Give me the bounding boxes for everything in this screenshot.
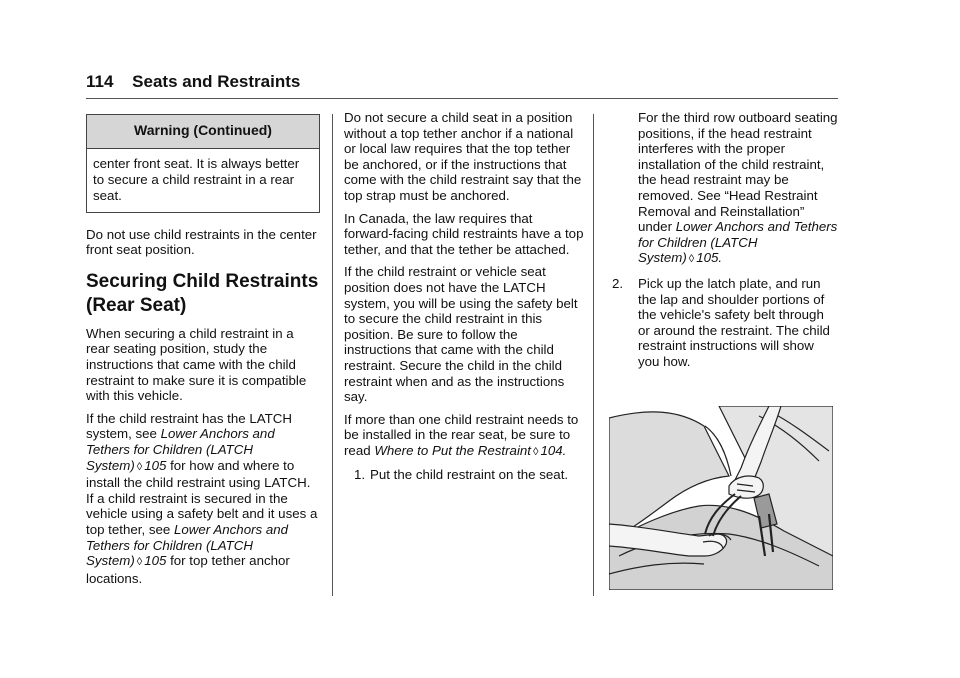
column-2	[344, 110, 584, 491]
warning-title: Warning (Continued)	[87, 115, 319, 149]
paragraph: Do not secure a child seat in a position without a top tether anchor if a national or local law requires that the top tether be anchored, or if the instructions that come with the child restraint say that the top strap must be anchored.	[344, 110, 582, 203]
step-2	[612, 276, 838, 370]
warning-box	[86, 114, 320, 213]
step-number: 2.	[612, 275, 624, 291]
text-run: .	[718, 250, 723, 266]
cross-reference-link[interactable]: Lower Anchors and Tethers for Children (LATCH System)	[86, 521, 289, 569]
page-reference-icon: ◊	[688, 253, 695, 266]
cross-reference-link[interactable]: Where to Put the Restraint	[374, 442, 531, 458]
step-number: 1.	[354, 467, 366, 483]
section-title: Seats and Restraints	[132, 72, 301, 91]
page-reference-icon: ◊	[136, 460, 143, 473]
section-heading: Securing Child Restraints (Rear Seat)	[86, 270, 319, 316]
text-run: for top tether anchor locations.	[86, 553, 290, 586]
step-text: Pick up the latch plate, and run the lap and shoulder portions of the vehicle's safety belt through or around the restraint. The child restraint instructions will show you how.	[638, 275, 830, 369]
page-reference-icon: ◊	[533, 445, 539, 458]
step-continuation	[612, 110, 838, 268]
paragraph: When securing a child restraint in a rear seating position, study the instructions that came with the child restraint to make sure it is compatible with this vehicle.	[86, 325, 307, 404]
text-run: for how and where to install the child restraint using LATCH. If a child restraint is secured in the vehicle using a safety belt and it uses a top tether, see	[86, 457, 318, 537]
cross-reference-link[interactable]: Lower Anchors and Tethers for Children (LATCH System)	[638, 219, 838, 266]
step-1	[344, 467, 584, 483]
column-1	[86, 114, 320, 593]
page-reference-icon: ◊	[136, 556, 143, 569]
child-restraint-illustration	[609, 406, 833, 590]
page-reference[interactable]: 105	[144, 553, 167, 569]
paragraph	[344, 412, 584, 461]
page-reference[interactable]: 105	[144, 457, 167, 473]
text-run: For the third row outboard seating positions, if the head restraint interferes with the proper installation of the child restraint, the head restraint may be removed. See “Head Restraint Removal and Reinstallation” under	[638, 110, 838, 235]
step-text: Put the child restraint on the seat.	[370, 467, 569, 483]
cross-reference-link[interactable]: Lower Anchors and Tethers for Children (LATCH System)	[86, 426, 275, 473]
warning-text: center front seat. It is always better to secure a child restraint in a rear seat.	[93, 155, 300, 203]
page-reference[interactable]: 105	[696, 250, 719, 266]
page-header	[86, 72, 300, 92]
text-run: If the child restraint has the LATCH system, see	[86, 410, 292, 442]
text-run: .	[562, 442, 567, 458]
paragraph: In Canada, the law requires that forward-facing child restraints have a top tether, and that the tether be attached.	[344, 210, 584, 257]
paragraph-latch	[86, 411, 320, 587]
column-3	[612, 110, 838, 378]
page-reference[interactable]: 104	[540, 442, 563, 458]
text-run: If more than one child restraint needs to be installed in the rear seat, be sure to read	[344, 411, 579, 458]
paragraph: If the child restraint or vehicle seat position does not have the LATCH system, you will be using the safety belt to secure the child restraint in this position. Be sure to follow the instructions that came with the child restraint. Secure the child in the child restraint when and as the instructions say.	[344, 264, 578, 405]
column-divider-2	[593, 114, 594, 596]
column-divider-1	[332, 114, 333, 596]
page-number: 114	[86, 72, 114, 91]
paragraph: Do not use child restraints in the center front seat position.	[86, 226, 317, 258]
header-divider	[86, 98, 838, 99]
